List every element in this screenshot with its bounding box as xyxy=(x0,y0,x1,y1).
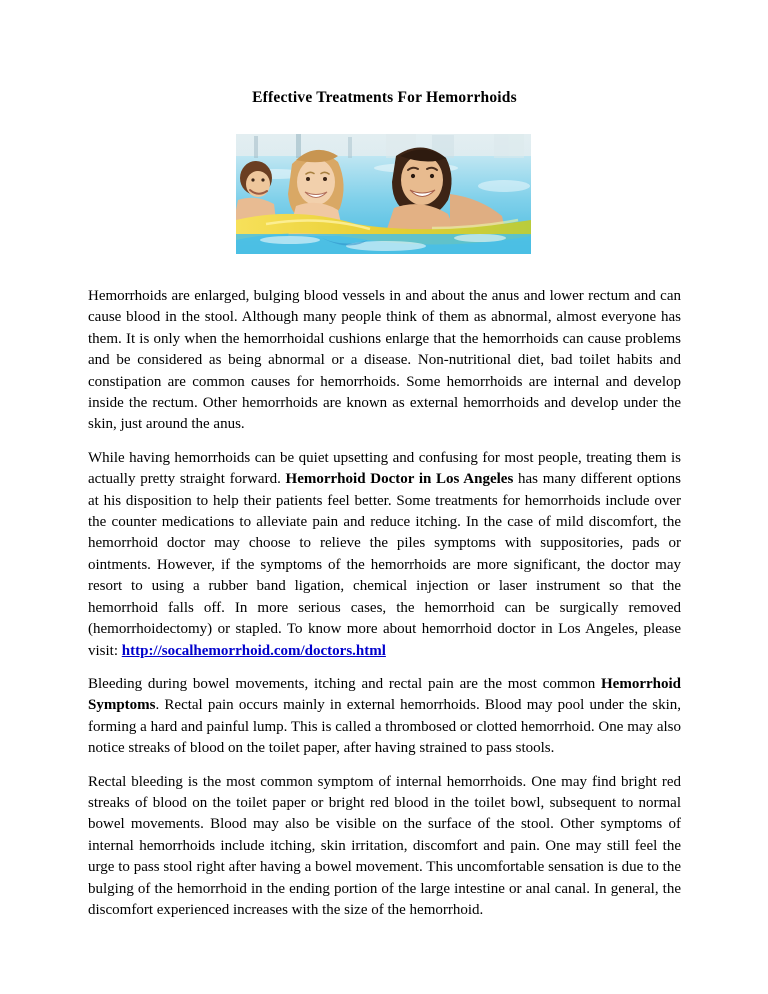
socalhemorrhoid-doctors-link[interactable]: http://socalhemorrhoid.com/doctors.html xyxy=(121,642,386,659)
pool-photo-illustration xyxy=(236,134,531,254)
text-run: Bleeding during bowel movements, itching and rectal pain are the most common xyxy=(88,675,601,692)
family-in-swimming-pool-photo xyxy=(236,134,531,254)
text-run: . Rectal pain occurs mainly in external hemorrhoids. Blood may pool under the skin, forming a hard and painful lump. This is called a thrombosed or clotted hemorrhoid. One may also notice streaks of blood on the toilet paper, after having strained to pass stools. xyxy=(88,697,681,757)
text-run: While having hemorrhoids can be quiet upsetting and confusing for most people, treating them is actually pretty straight forward. xyxy=(88,449,681,488)
text-run: Rectal bleeding is the most common symptom of internal hemorrhoids. One may find bright red streaks of blood on the toilet paper or bright red blood in the toilet bowl, subsequent to normal bowel movements. Blood may also be visible on the surface of the stool. Other symptoms of internal hemorrhoids include itching, skin irritation, discomfort and pain. One may still feel the urge to pass stool right after having a bowel movement. This uncomfortable sensation is due to the bulging of the hemorrhoid in the ending portion of the large intestine or anal canal. In general, the discomfort experienced increases with the size of the hemorrhoid. xyxy=(88,773,681,918)
page-title: Effective Treatments For Hemorrhoids xyxy=(252,89,517,106)
article-body xyxy=(88,286,681,921)
bold-phrase-hemorrhoid-symptoms: Hemorrhoid Symptoms xyxy=(88,675,681,714)
paragraph-2 xyxy=(88,448,681,662)
paragraph-4 xyxy=(88,772,681,922)
text-run: Hemorrhoids are enlarged, bulging blood vessels in and about the anus and lower rectum and can cause blood in the stool. Although many people think of them as abnormal, almost everyone has them. It is only when the hemorrhoidal cushions enlarge that the hemorrhoids can cause problems and be considered as being abnormal or a disease. Non-nutritional diet, bad toilet habits and constipation are common causes for hemorrhoids. Some hemorrhoids are internal and develop inside the rectum. Other hemorrhoids are known as external hemorrhoids and develop under the skin, just around the anus. xyxy=(88,288,681,433)
text-run: has many different options at his disposition to help their patients feel better. Some treatments for hemorrhoids include over the counter medications to alleviate pain and reduce itching. In the case of mild discomfort, the hemorrhoid doctor may choose to relieve the piles symptoms with suppositories, pads or ointments. However, if the symptoms of the hemorrhoids are more significant, the doctor may resort to using a rubber band ligation, chemical injection or laser instrument so that the hemorrhoid falls off. In more serious cases, the hemorrhoid can be surgically removed (hemorrhoidectomy) or stapled. To know more about hemorrhoid doctor in Los Angeles, please visit: xyxy=(88,471,681,659)
bold-phrase-hemorrhoid-doctor: Hemorrhoid Doctor in Los Angeles xyxy=(285,471,514,488)
paragraph-3 xyxy=(88,674,681,760)
paragraph-1 xyxy=(88,286,681,436)
